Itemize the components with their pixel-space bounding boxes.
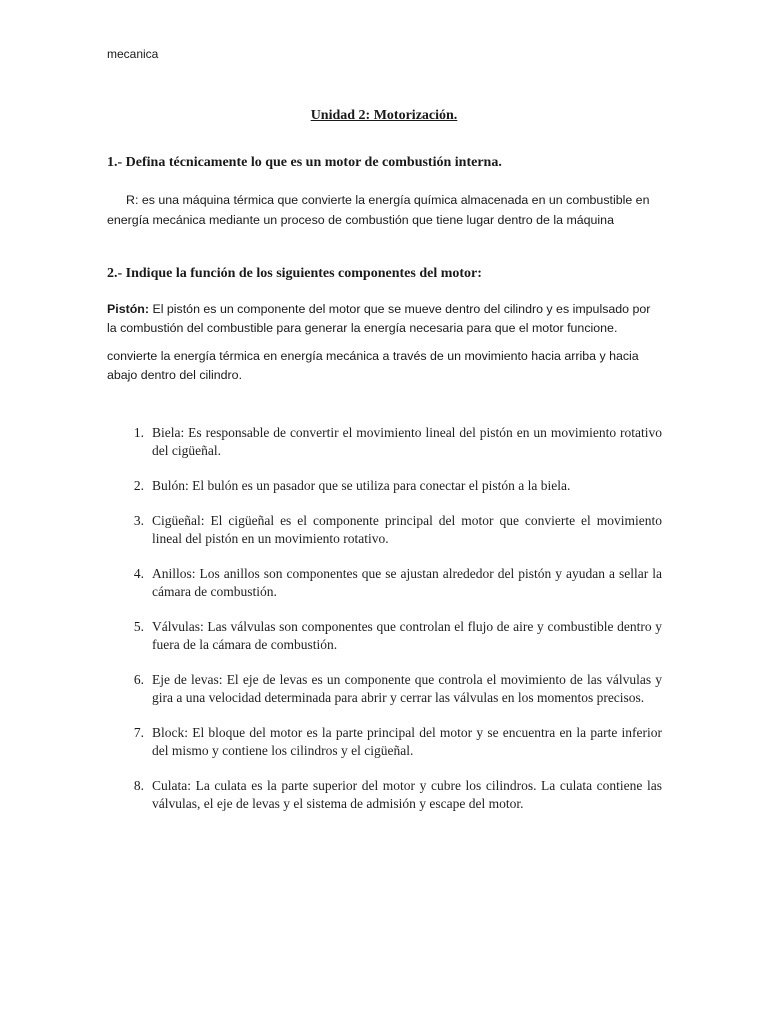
list-item bbox=[107, 724, 662, 760]
list-number: 1. bbox=[133, 425, 144, 440]
question-1: 1.- Defina técnicamente lo que es un motor de combustión interna. bbox=[107, 155, 502, 170]
list-item bbox=[107, 618, 662, 654]
list-text: Block: El bloque del motor es la parte principal del motor y se encuentra en la parte inferior del mismo y contiene los cilindros y el cigüeñal. bbox=[152, 725, 662, 758]
question-2: 2.- Indique la función de los siguientes componentes del motor: bbox=[107, 266, 482, 281]
list-number: 8. bbox=[133, 778, 144, 793]
list-number: 3. bbox=[133, 513, 144, 528]
list-item bbox=[107, 565, 662, 601]
list-number: 2. bbox=[133, 478, 144, 493]
list-item bbox=[107, 671, 662, 707]
piston-paragraph bbox=[107, 300, 663, 338]
components-list bbox=[107, 424, 662, 830]
piston-paragraph-2: convierte la energía térmica en energía mecánica a través de un movimiento hacia arriba y hacia abajo dentro del cilindro. bbox=[107, 349, 639, 382]
list-number: 7. bbox=[133, 725, 144, 740]
list-item bbox=[107, 512, 662, 548]
list-text: Anillos: Los anillos son componentes que se ajustan alrededor del pistón y ayudan a sellar la cámara de combustión. bbox=[152, 566, 662, 599]
page-title: Unidad 2: Motorización. bbox=[310, 108, 458, 123]
document-header: mecanica bbox=[107, 47, 159, 61]
piston-label: Pistón: bbox=[107, 302, 149, 316]
list-number: 6. bbox=[133, 672, 144, 687]
list-number: 5. bbox=[133, 619, 144, 634]
answer-1: R: es una máquina térmica que convierte la energía química almacenada en un combustible en energía mecánica mediante un proceso de combustión que tiene lugar dentro de la máquina bbox=[107, 193, 650, 227]
list-item bbox=[107, 777, 662, 813]
list-text: Culata: La culata es la parte superior del motor y cubre los cilindros. La culata contiene las válvulas, el eje de levas y el sistema de admisión y escape del motor. bbox=[152, 778, 662, 811]
list-text: Eje de levas: El eje de levas es un componente que controla el movimiento de las válvulas y gira a una velocidad determinada para abrir y cerrar las válvulas en los momentos precisos. bbox=[152, 672, 662, 705]
list-text: Válvulas: Las válvulas son componentes que controlan el flujo de aire y combustible dentro y fuera de la cámara de combustión. bbox=[152, 619, 662, 652]
list-text: Biela: Es responsable de convertir el movimiento lineal del pistón en un movimiento rotativo del cigüeñal. bbox=[152, 425, 662, 458]
list-item bbox=[107, 477, 662, 495]
list-text: Cigüeñal: El cigüeñal es el componente principal del motor que convierte el movimiento lineal del pistón en un movimiento rotativo. bbox=[152, 513, 662, 546]
list-item bbox=[107, 424, 662, 460]
list-text: Bulón: El bulón es un pasador que se utiliza para conectar el pistón a la biela. bbox=[152, 478, 571, 493]
piston-text: El pistón es un componente del motor que se mueve dentro del cilindro y es impulsado por la combustión del combustible para generar la energía necesaria para que el motor funcione. bbox=[107, 302, 651, 335]
list-number: 4. bbox=[133, 566, 144, 581]
